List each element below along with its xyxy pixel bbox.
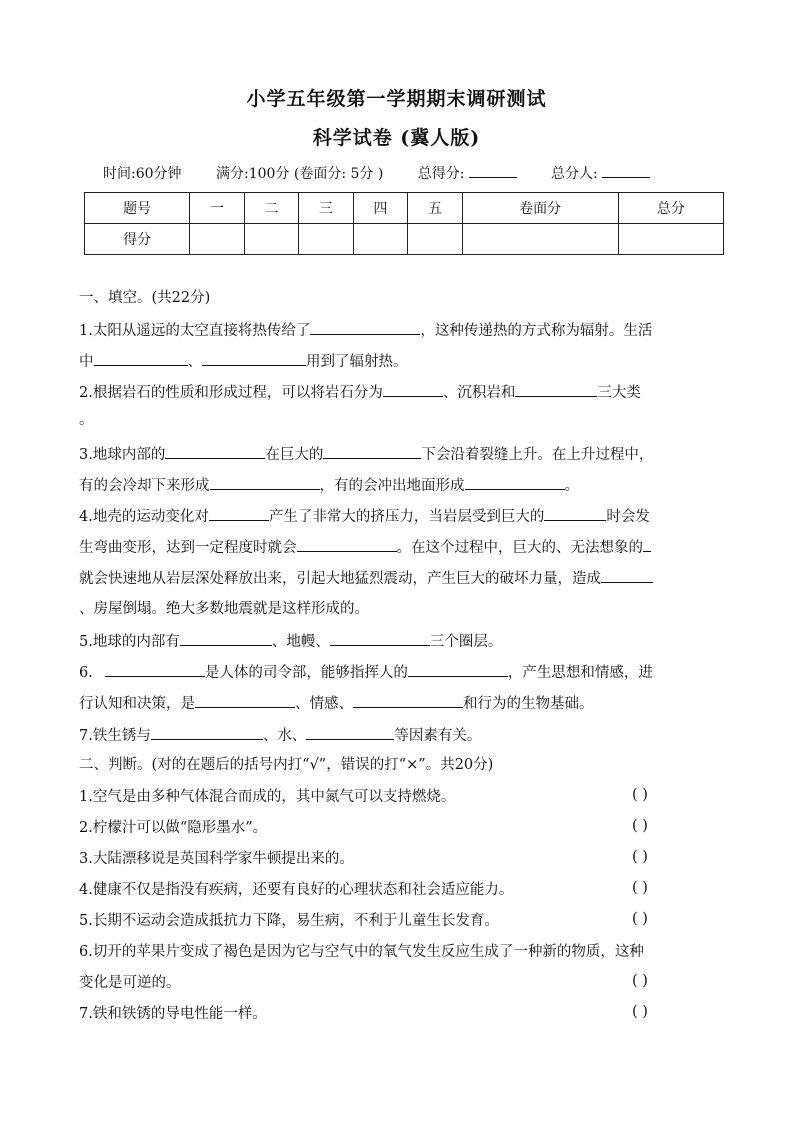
score-table-score-row [85,224,724,255]
judge-item-1: 1.空气是由多种气体混合而成的，其中氮气可以支持燃烧。 [79,789,456,805]
judge-item-2: 2.柠檬汁可以做“隐形墨水”。 [79,820,268,836]
score-row-label: 得分 [85,224,190,255]
answer-blank[interactable] [601,568,653,583]
table-header-cell: 四 [353,193,407,224]
score-cell[interactable] [462,224,618,255]
answer-blank[interactable] [330,631,430,646]
exam-title: 小学五年级第一学期期末调研测试 [246,88,547,110]
answer-parentheses[interactable]: ( ) [632,849,648,865]
judge-item-4: 4.健康不仅是指没有疾病，还要有良好的心理状态和社会适应能力。 [79,882,514,898]
score-cell[interactable] [299,224,353,255]
answer-parentheses[interactable]: ( ) [632,787,648,803]
score-cell[interactable] [408,224,462,255]
answer-parentheses[interactable]: ( ) [632,880,648,896]
answer-parentheses[interactable]: ( ) [632,818,648,834]
answer-blank[interactable] [465,475,565,490]
answer-parentheses[interactable]: ( ) [632,911,648,927]
answer-blank[interactable] [323,444,421,459]
answer-blank[interactable] [209,506,269,521]
scorer-label: 总分人: [550,166,598,182]
table-header-cell: 二 [244,193,298,224]
answer-blank[interactable] [202,351,306,366]
question-5: 5.地球的内部有 、地幔、 三个圈层。 [79,631,502,652]
score-cell[interactable] [353,224,407,255]
question-2-line-2: 。 [79,412,94,428]
table-header-cell: 三 [299,193,353,224]
question-2-line-1: 2.根据岩石的性质和形成过程，可以将岩石分为 、沉积岩和 三大类 [79,382,641,403]
answer-blank[interactable] [310,320,420,335]
question-6-line-2: 行认知和决策，是 、情感、 和行为的生物基础。 [79,693,594,714]
full-score-label: 满分:100分 (卷面分: 5分 ) [215,166,384,182]
answer-parentheses[interactable]: ( ) [632,973,648,989]
question-1-line-2: 中 、 用到了辐射热。 [79,351,408,372]
question-4-line-3: 就会快速地从岩层深处释放出来，引起大地猛烈震动，产生巨大的破坏力量，造成 [79,568,653,589]
time-label: 时间:60分钟 [103,166,182,182]
judge-item-3: 3.大陆漂移说是英国科学家牛顿提出来的。 [79,851,354,867]
section2-heading: 二、判断。(对的在题后的括号内打“√”，错误的打“×”。共20分) [79,757,494,773]
scorer-blank[interactable] [602,163,650,178]
judge-item-7: 7.铁和铁锈的导电性能一样。 [79,1006,267,1022]
answer-blank[interactable] [408,662,508,677]
table-header-cell: 一 [190,193,244,224]
answer-blank[interactable] [210,475,320,490]
question-6-line-1: 6. 是人体的司令部，能够指挥人的 ，产生思想和情感，进 [79,662,653,683]
score-cell[interactable] [190,224,244,255]
judge-item-5: 5.长期不运动会造成抵抗力下降，易生病，不利于儿童生长发育。 [79,913,499,929]
exam-subtitle: 科学试卷 (冀人版) [312,127,481,149]
answer-blank[interactable] [515,382,597,397]
answer-blank[interactable] [105,662,205,677]
exam-info-line [103,163,654,183]
answer-blank[interactable] [383,382,443,397]
score-table [84,192,724,255]
table-header-cell: 卷面分 [462,193,618,224]
answer-blank[interactable] [544,506,606,521]
answer-blank[interactable] [353,693,463,708]
score-cell[interactable] [244,224,298,255]
question-3-line-2: 有的会冷却下来形成 ，有的会冲出地面形成 。 [79,475,579,496]
answer-blank[interactable] [165,444,265,459]
answer-blank[interactable] [643,537,651,552]
question-4-line-4: 、房屋倒塌。绝大多数地震就是这样形成的。 [79,601,369,617]
answer-blank[interactable] [180,631,272,646]
total-score-label: 总得分: [417,166,465,182]
score-cell[interactable] [618,224,723,255]
answer-blank[interactable] [306,725,394,740]
answer-parentheses[interactable]: ( ) [632,1004,648,1020]
answer-blank[interactable] [94,351,188,366]
judge-item-6-line-1: 6.切开的苹果片变成了褐色是因为它与空气中的氧气发生反应生成了一种新的物质，这种 [79,944,644,960]
total-score-blank[interactable] [469,163,517,178]
section1-heading: 一、填空。(共22分) [79,290,211,306]
question-1-line-1: 1.太阳从遥远的太空直接将热传给了 ，这种传递热的方式称为辐射。生活 [79,320,652,341]
question-7: 7.铁生锈与 、水、 等因素有关。 [79,725,481,746]
question-3-line-1: 3.地球内部的 在巨大的 下会沿着裂缝上升。在上升过程中， [79,444,653,465]
answer-blank[interactable] [151,725,263,740]
score-table-header-row [85,193,724,224]
question-4-line-1: 4.地壳的运动变化对 产生了非常大的挤压力，当岩层受到巨大的 时会发 [79,506,650,527]
answer-blank[interactable] [195,693,295,708]
table-header-cell: 总分 [618,193,723,224]
table-header-cell: 题号 [85,193,190,224]
judge-item-6-line-2: 变化是可逆的。 [79,975,181,991]
table-header-cell: 五 [408,193,462,224]
answer-blank[interactable] [297,537,397,552]
question-4-line-2: 生弯曲变形，达到一定程度时就会 。在这个过程中，巨大的、无法想象的 [79,537,651,558]
